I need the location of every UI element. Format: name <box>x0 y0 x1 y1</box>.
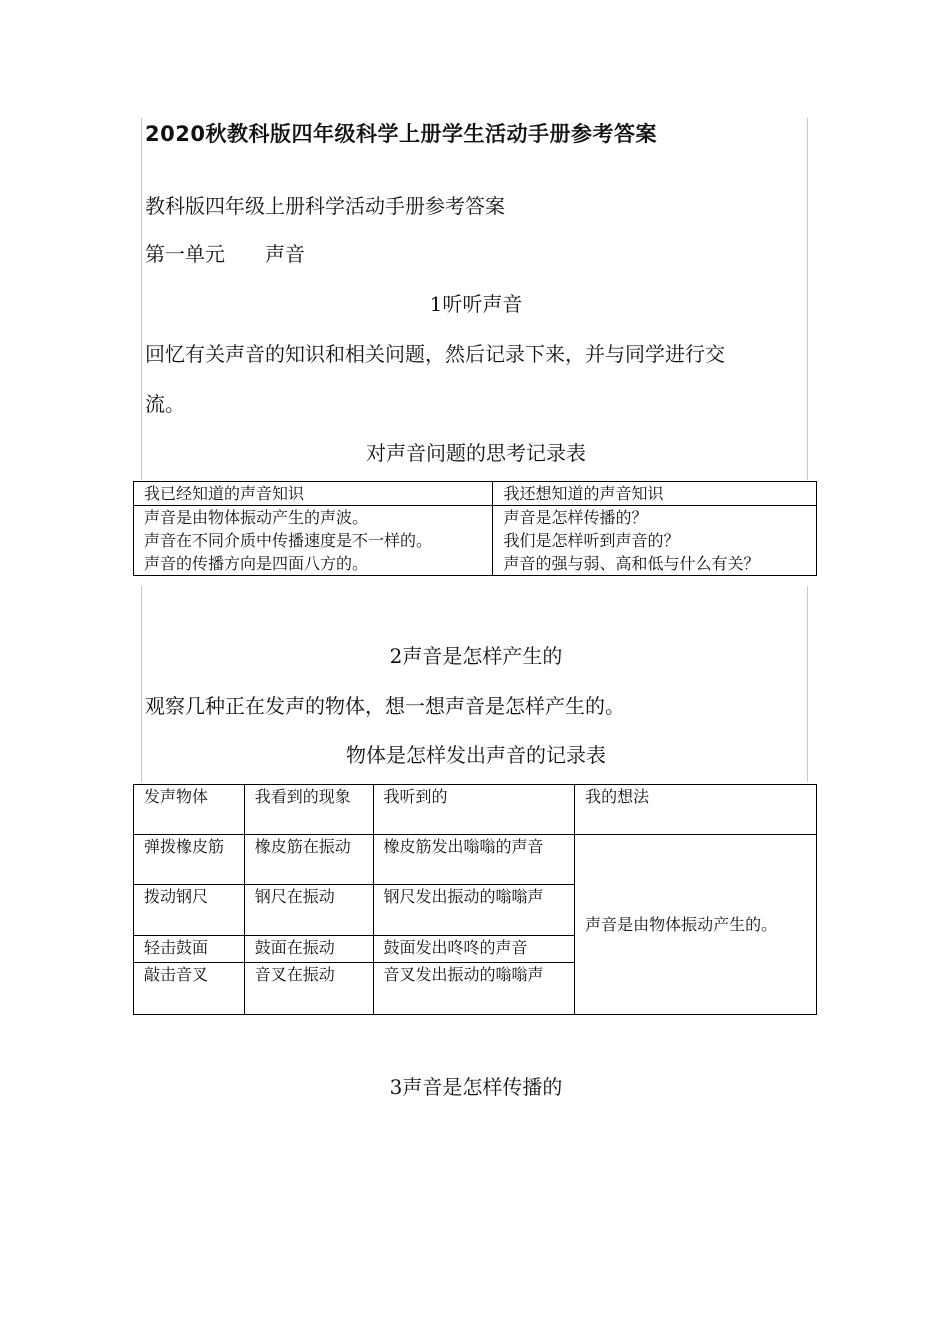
lesson2-task: 观察几种正在发声的物体，想一想声音是怎样产生的。 <box>145 694 625 718</box>
heard-cell: 音叉发出振动的嗡嗡声 <box>373 963 575 1015</box>
lesson2-table-caption: 物体是怎样发出声音的记录表 <box>346 743 606 767</box>
lesson1-table-caption: 对声音问题的思考记录表 <box>366 441 586 465</box>
document-title: 2020秋教科版四年级科学上册学生活动手册参考答案 <box>145 122 657 146</box>
lesson1-task-line2: 流。 <box>145 392 185 416</box>
lesson2-heading: 2声音是怎样产生的 <box>389 644 563 668</box>
object-cell: 轻击鼓面 <box>134 936 245 963</box>
idea-cell: 声音是由物体振动产生的。 <box>575 835 817 1015</box>
lesson1-task-line1: 回忆有关声音的知识和相关问题，然后记录下来，并与同学进行交 <box>145 342 725 366</box>
table-header-row <box>134 482 817 506</box>
heard-cell: 鼓面发出咚咚的声音 <box>373 936 575 963</box>
want-item: 声音是怎样传播的？ <box>503 508 648 527</box>
object-cell: 弹拨橡皮筋 <box>134 835 245 885</box>
known-cell <box>134 506 493 576</box>
right-margin-guide-mid <box>807 586 808 782</box>
header-known: 我已经知道的声音知识 <box>134 482 493 506</box>
object-cell: 拨动钢尺 <box>134 885 245 936</box>
header-idea: 我的想法 <box>575 785 817 835</box>
known-item: 声音的传播方向是四面八方的。 <box>144 554 369 573</box>
object-cell: 敲击音叉 <box>134 963 245 1015</box>
sound-knowledge-table <box>133 481 817 576</box>
seen-cell: 音叉在振动 <box>244 963 373 1015</box>
table-row <box>134 835 817 885</box>
left-margin-guide-mid <box>141 586 142 782</box>
right-margin-guide-top <box>807 118 808 480</box>
header-seen: 我看到的现象 <box>244 785 373 835</box>
lesson3-heading: 3声音是怎样传播的 <box>389 1075 563 1099</box>
seen-cell: 钢尺在振动 <box>244 885 373 936</box>
seen-cell: 鼓面在振动 <box>244 936 373 963</box>
header-heard: 我听到的 <box>373 785 575 835</box>
header-object: 发声物体 <box>134 785 245 835</box>
table-row <box>134 506 817 576</box>
lesson1-heading: 1听听声音 <box>429 292 523 316</box>
heard-cell: 橡皮筋发出嗡嗡的声音 <box>373 835 575 885</box>
table-header-row <box>134 785 817 835</box>
want-cell <box>493 506 817 576</box>
known-item: 声音是由物体振动产生的声波。 <box>144 508 369 527</box>
heard-cell: 钢尺发出振动的嗡嗡声 <box>373 885 575 936</box>
known-item: 声音在不同介质中传播速度是不一样的。 <box>144 531 433 550</box>
subtitle: 教科版四年级上册科学活动手册参考答案 <box>145 194 505 218</box>
header-want: 我还想知道的声音知识 <box>493 482 817 506</box>
want-item: 我们是怎样听到声音的？ <box>503 531 680 550</box>
left-margin-guide-top <box>141 118 142 480</box>
seen-cell: 橡皮筋在振动 <box>244 835 373 885</box>
want-item: 声音的强与弱、高和低与什么有关？ <box>503 554 760 573</box>
sound-production-table <box>133 784 817 1015</box>
unit-heading: 第一单元 声音 <box>145 242 305 266</box>
